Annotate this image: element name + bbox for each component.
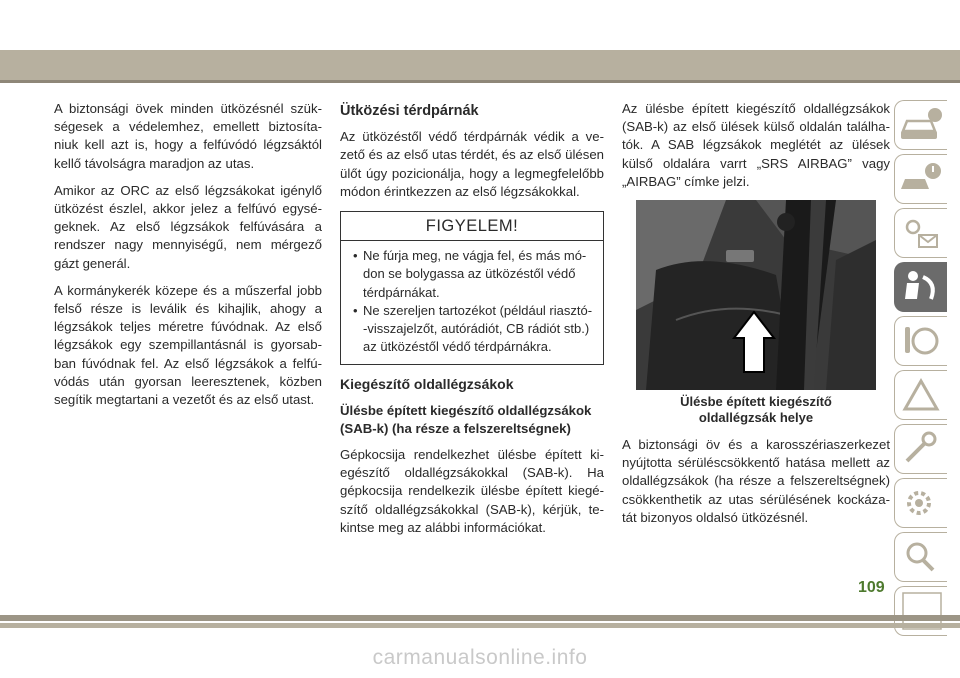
paragraph: A biztonsági öv és a karosszériaszerkezet nyújtotta sérüléscsökkentő hatása mellett az oldallégzsákok (ha része a felszereltségnek) csökkenthetik az utas sérülésének kockáza-tát bizonyos oldalsó ütközésnél. (622, 437, 890, 525)
photo-caption (622, 394, 890, 426)
seat-airbag-photo (636, 200, 876, 390)
header-rule (0, 80, 960, 83)
watermark: carmanualsonline.info (372, 646, 588, 669)
caption-line: Ülésbe épített kiegészítő (680, 394, 832, 410)
paragraph: Az ütközéstől védő térdpárnák védik a ve-zető és az első utas térdét, és az első ülésen ülőt úgy pozicionálja, hogy a legmegfelelőbb módon érintkezzen az első légzsákokkal. (340, 129, 604, 199)
magnifier-icon (895, 533, 947, 581)
car-warning-icon (895, 155, 947, 203)
warning-item: • Ne fúrja meg, ne vágja fel, és más mó-don se bolygassa az ütközéstől védő térdpárnákat. (353, 247, 595, 302)
tab-hazard[interactable] (894, 370, 947, 420)
tab-steering-wheel[interactable] (894, 316, 947, 366)
chapter-tabs (894, 100, 960, 640)
tab-car-info[interactable] (894, 100, 947, 150)
car-info-icon (895, 101, 947, 149)
tab-service[interactable] (894, 424, 947, 474)
paragraph: A biztonsági övek minden ütközésnél szük-ségesek a védelemhez, emellett biztosíta-niuk kell azt is, hogy a felfúvódó légzsáktól kellő távolságra maradjon az utas. (54, 101, 322, 171)
tab-car-warning[interactable] (894, 154, 947, 204)
sub-subsection-heading: Ülésbe épített kiegészítő oldallégzsákok (SAB-k) (ha része a felszereltségnek) (340, 402, 592, 436)
service-wrench-icon (895, 425, 947, 473)
paragraph: Gépkocsija rendelkezhet ülésbe épített ki-egészítő oldallégzsákokkal (SAB-k). Ha gépkocsija rendelkezik ülésbe épített kiegé-szítő oldallégzsákokkal (SAB-k), kérjük, te-kintse meg az alábbi információkat. (340, 447, 604, 535)
warning-item: • Ne szereljen tartozékot (például riasztó--visszajelzőt, autórádiót, CB rádiót stb.) az ütközéstől védő térdpárnákra. (353, 302, 595, 357)
tab-search[interactable] (894, 532, 947, 582)
caption-line: oldallégzsák helye (698, 410, 814, 426)
page-number: 109 (858, 579, 885, 596)
tab-gear[interactable] (894, 478, 947, 528)
column-3 (622, 100, 890, 536)
tab-lights-message[interactable] (894, 208, 947, 258)
lights-message-icon (895, 209, 947, 257)
gear-wrench-icon (895, 479, 947, 527)
header-band (0, 50, 960, 80)
section-heading: Ütközési térdpárnák (340, 103, 479, 119)
footer-band (0, 623, 960, 628)
warning-list (353, 247, 595, 356)
warning-box (340, 211, 604, 365)
column-1 (54, 100, 322, 418)
column-2 (340, 100, 604, 546)
paragraph: Az ülésbe épített kiegészítő oldallégzsákok (SAB-k) az első ülések külső oldalán találha-tók. A SAB légzsákok meglétét az ülések külső oldalára varrt „SRS AIRBAG” vagy „AIRBAG” címke jelzi. (622, 101, 890, 189)
steering-wheel-icon (895, 317, 947, 365)
seat-airbag-icon (895, 263, 947, 311)
paragraph: A kormánykerék közepe és a műszerfal jobb felső része is leválik és kihajlik, ahogy a légzsákok teljes méretre fúvódnak. Az első légzsákok egy szempillantásnál is gyorsab-ban fúvódnak fel. Az első légzsákok a felfú-vódás után gyorsan leeresztenek, közben segítik megtartani a vezetőt és az első utast. (54, 282, 322, 408)
tab-index[interactable] (894, 586, 947, 636)
paragraph: Amikor az ORC az első légzsákokat igénylő ütközést észlel, akkor jelez a felfúvó egysé-geknek. Az első légzsákok felfúvására a rendszer nagy mennyiségű, nem mérgező gázt generál. (54, 182, 322, 271)
warning-title: FIGYELEM! (341, 212, 603, 241)
tab-seat-airbag[interactable] (894, 262, 947, 312)
footer-rule (0, 615, 960, 621)
subsection-heading: Kiegészítő oldallégzsákok (340, 376, 514, 393)
hazard-triangle-icon (895, 371, 947, 419)
seat-photo-illustration (636, 200, 876, 390)
